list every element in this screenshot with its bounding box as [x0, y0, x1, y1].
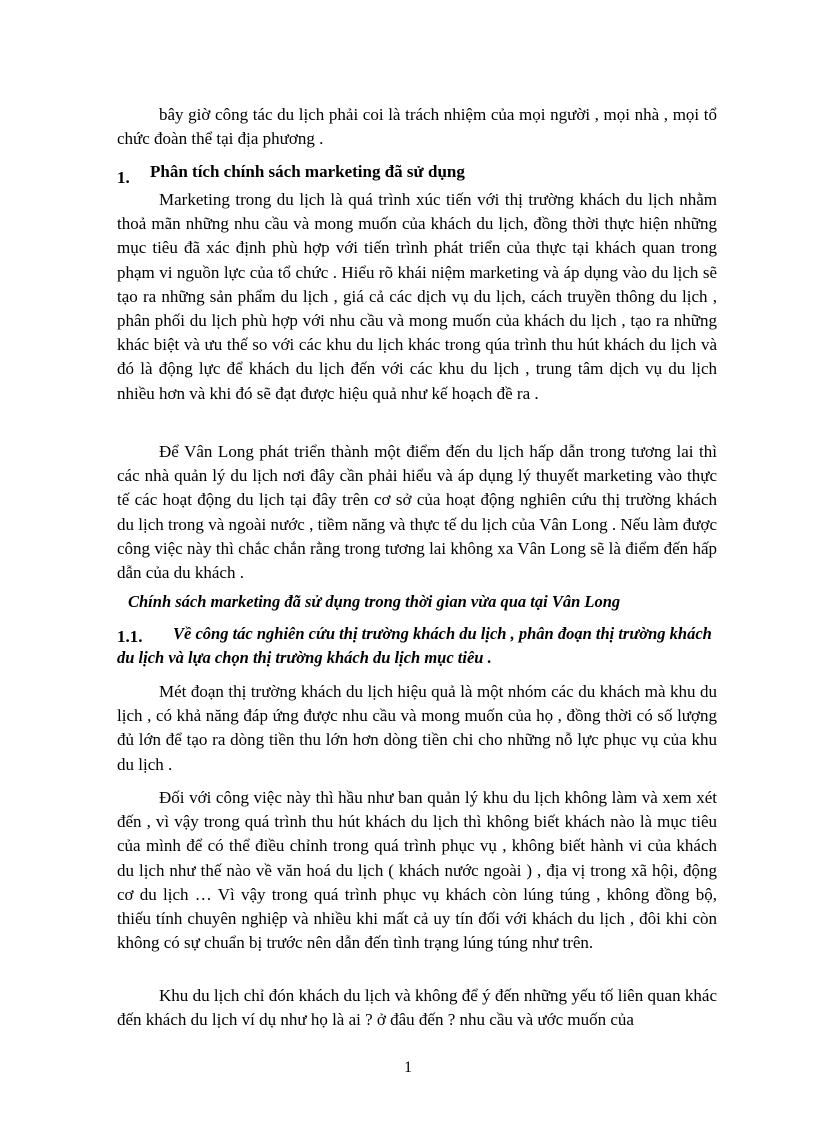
paragraph-van-long: Để Vân Long phát triển thành một điểm đến du lịch hấp dẫn trong tương lai thì các nhà quản lý du lịch nơi đây cần phải hiểu và áp dụng lý thuyết marketing vào thực tế các hoạt động du lịch tại đây trên cơ sở của hoạt động nghiên cứu thị trường khách du lịch trong và ngoài nước , tiềm năng và thực tế du lịch của Vân Long . Nếu làm được công việc này thì chắc chắn rằng trong tương lai không xa Vân Long sẽ là điểm đến hấp dẫn của du khách .	[117, 442, 717, 583]
section-1-1-number: 1.1.	[117, 627, 143, 646]
intro-paragraph: bây giờ công tác du lịch phải coi là trách nhiệm của mọi người , mọi nhà , mọi tổ chức đoàn thể tại địa phương .	[117, 105, 717, 149]
section-1-heading	[117, 160, 717, 187]
paragraph-segment: Mét đoạn thị trường khách du lịch hiệu quả là một nhóm các du khách mà khu du lịch , có khả năng đáp ứng được nhu cầu và mong muốn của họ , đồng thời có số lượng đủ lớn để tạo ra dòng tiền thu lớn hơn dòng tiền chi cho những nỗ lực phục vụ của khu du lịch .	[117, 682, 717, 774]
paragraph-marketing: Marketing trong du lịch là quá trình xúc tiến với thị trường khách du lịch nhằm thoả mãn những nhu cầu và mong muốn của khách du lịch, đồng thời thực hiện những mục tiêu đã xác định phù hợp với tiến trình phát triển của thực tại khách quan trong phạm vi nguồn lực của tổ chức . Hiểu rõ khái niệm marketing và áp dụng vào du lịch sẽ tạo ra những sản phẩm du lịch , giá cả các dịch vụ du lịch, cách truyền thông du lịch , phân phối du lịch phù hợp với nhu cầu và mong muốn của khách du lịch , tạo ra những khác biệt và ưu thế so với các khu du lịch khác trong qúa trình thu hút khách du lịch và đó là động lực để khách du lịch đến với các khu du lịch , trung tâm dịch vụ du lịch nhiều hơn và khi đó sẽ đạt được hiệu quả như kế hoạch đề ra .	[117, 190, 717, 403]
page-number: 1	[404, 1059, 412, 1076]
paragraph-reception: Khu du lịch chỉ đón khách du lịch và không để ý đến những yếu tố liên quan khác đến khách du lịch ví dụ như họ là ai ? ở đâu đến ? nhu cầu và ước muốn của	[117, 986, 717, 1030]
section-1-1-title: Về công tác nghiên cứu thị trường khách du lịch , phân đoạn thị trường khách du lịch và lựa chọn thị trường khách du lịch mục tiêu .	[117, 624, 712, 667]
section-1-number: 1.	[117, 168, 130, 187]
section-1-1-heading	[117, 622, 717, 670]
italic-subheading: Chính sách marketing đã sử dụng trong thời gian vừa qua tại Vân Long	[128, 592, 621, 611]
paragraph-management: Đối với công việc này thì hầu như ban quản lý khu du lịch không làm và xem xét đến , vì vậy trong quá trình thu hút khách du lịch thì không biết khách nào là mục tiêu của mình để có thể điều chỉnh trong quá trình phục vụ , không biết hành vi của khách du lịch như thế nào về văn hoá du lịch ( khách nước ngoài ) , địa vị trong xã hội, động cơ du lịch … Vì vậy trong quá trình phục vụ khách còn lúng túng , không đồng bộ, thiếu tính chuyên nghiệp và nhiều khi mất cả uy tín đối với khách du lịch , đôi khi còn không có sự chuẩn bị trước nên dẫn đến tình trạng lúng túng như trên.	[117, 788, 717, 953]
section-1-title: Phân tích chính sách marketing đã sử dụng	[150, 162, 465, 181]
